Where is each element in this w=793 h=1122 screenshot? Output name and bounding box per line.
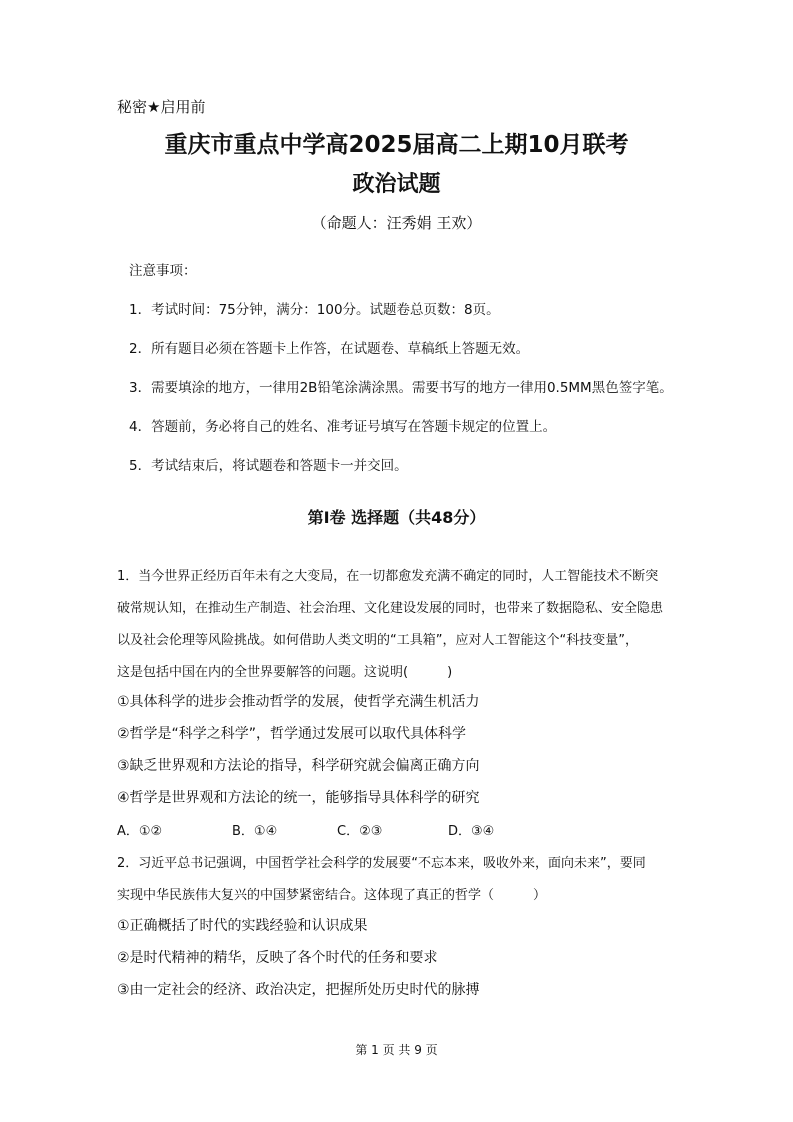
author-line: （命题人：汪秀娟 王欢） bbox=[311, 214, 482, 232]
question-1-line: 破常规认知，在推动生产制造、社会治理、文化建设发展的同时，也带来了数据隐私、安全隐患 bbox=[117, 601, 664, 616]
subject-title: 政治试题 bbox=[352, 172, 441, 197]
section-title: 第Ⅰ卷 选择题（共48分） bbox=[307, 508, 486, 527]
question-1-statement: ①具体科学的进步会推动哲学的发展，使哲学充满生机活力 bbox=[117, 694, 480, 710]
confidential-label: 秘密★启用前 bbox=[117, 98, 206, 116]
question-1-statement: ②哲学是“科学之科学”，哲学通过发展可以取代具体科学 bbox=[117, 726, 467, 742]
notice-item: 3．需要填涂的地方，一律用2B铅笔涂满涂黑。需要书写的地方一律用0.5MM黑色签字笔。 bbox=[129, 380, 673, 396]
notice-item: 5．考试结束后，将试题卷和答题卡一并交回。 bbox=[129, 458, 408, 474]
question-1-answer-b: B．①④ bbox=[232, 824, 278, 839]
question-2-line: 实现中华民族伟大复兴的中国梦紧密结合。这体现了真正的哲学（ ） bbox=[117, 888, 547, 903]
question-1-answer-d: D．③④ bbox=[448, 824, 495, 839]
question-1-line: 以及社会伦理等风险挑战。如何借助人类文明的“工具箱”，应对人工智能这个“科技变量”， bbox=[117, 633, 638, 648]
question-1-answer-c: C．②③ bbox=[337, 824, 383, 839]
question-2-statement: ②是时代精神的精华，反映了各个时代的任务和要求 bbox=[117, 950, 438, 966]
notice-heading: 注意事项： bbox=[129, 263, 197, 279]
notice-item: 1．考试时间：75分钟，满分：100分。试题卷总页数：8页。 bbox=[129, 302, 500, 318]
question-2-statement: ③由一定社会的经济、政治决定，把握所处历史时代的脉搏 bbox=[117, 982, 480, 998]
notice-item: 2．所有题目必须在答题卡上作答，在试题卷、草稿纸上答题无效。 bbox=[129, 341, 530, 357]
question-1-answer-a: A．①② bbox=[117, 824, 163, 839]
page-footer: 第 1 页 共 9 页 bbox=[355, 1043, 438, 1057]
exam-title: 重庆市重点中学高2025届高二上期10月联考 bbox=[164, 132, 629, 158]
question-1-statement: ③缺乏世界观和方法论的指导，科学研究就会偏离正确方向 bbox=[117, 758, 480, 774]
question-1-line: 1．当今世界正经历百年未有之大变局，在一切都愈发充满不确定的同时，人工智能技术不断突 bbox=[117, 569, 659, 584]
question-1-statement: ④哲学是世界观和方法论的统一，能够指导具体科学的研究 bbox=[117, 790, 480, 806]
question-2-statement: ①正确概括了时代的实践经验和认识成果 bbox=[117, 918, 368, 934]
question-2-line: 2．习近平总书记强调，中国哲学社会科学的发展要“不忘本来，吸收外来，面向未来”，要同 bbox=[117, 856, 646, 871]
notice-item: 4．答题前，务必将自己的姓名、准考证号填写在答题卡规定的位置上。 bbox=[129, 419, 557, 435]
question-1-line: 这是包括中国在内的全世界要解答的问题。这说明( ) bbox=[117, 665, 453, 680]
